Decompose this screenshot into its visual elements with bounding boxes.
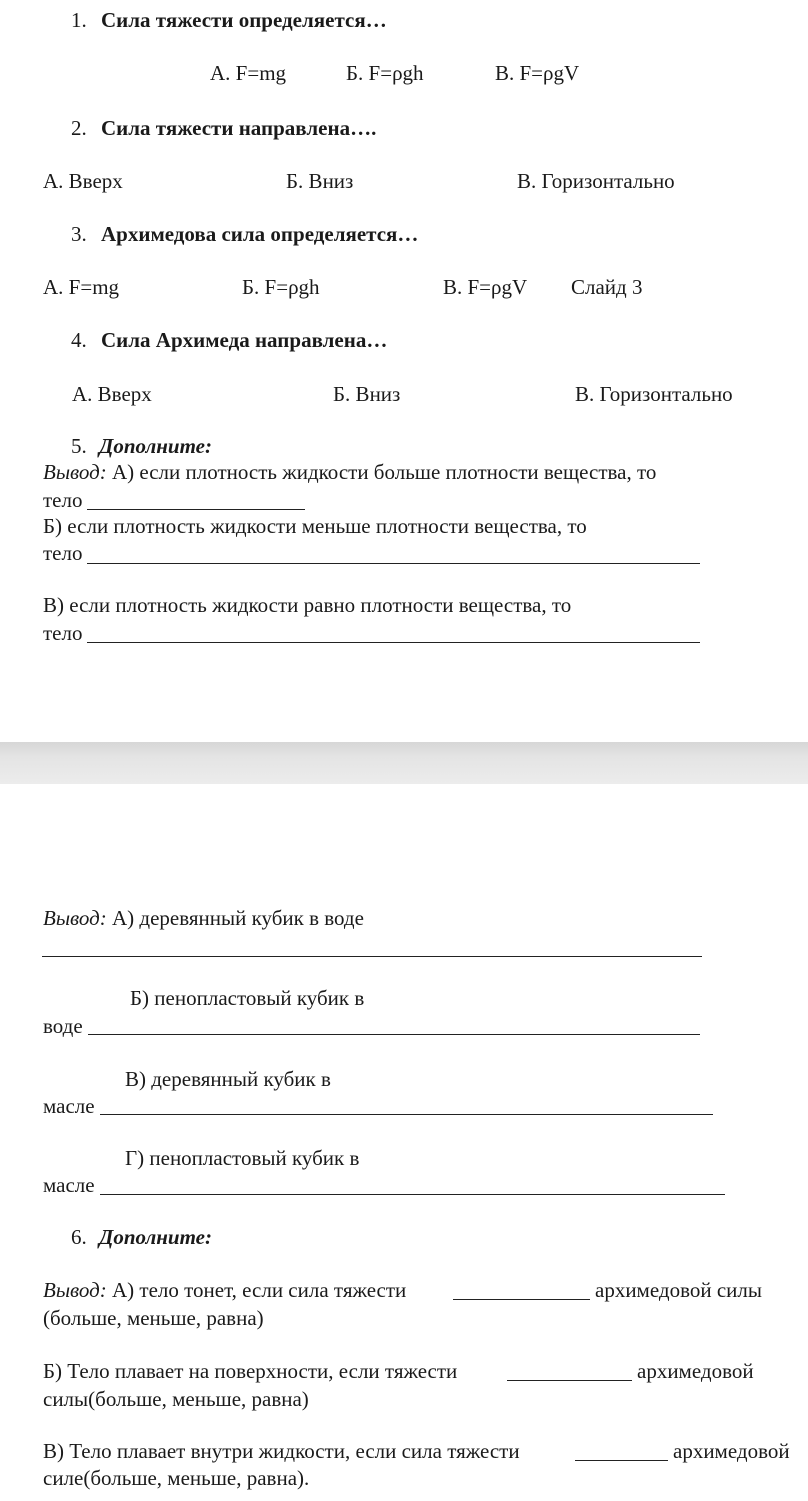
question-number: 4.: [71, 328, 87, 352]
question-text: Архимедова сила определяется…: [101, 222, 419, 246]
option-c: В. Горизонтально: [575, 382, 733, 406]
conclusion-b-text: Б) если плотность жидкости меньше плотности вещества, то: [43, 514, 587, 538]
option-b: Б. F=ρgh: [346, 61, 424, 85]
question-number: 5.: [71, 434, 87, 458]
option-c: В. F=ρgV: [495, 61, 580, 85]
question-text: Дополните:: [99, 1225, 212, 1249]
conclusion-label: Вывод:: [43, 460, 107, 484]
blank-line[interactable]: [507, 1380, 632, 1381]
question-number: 3.: [71, 222, 87, 246]
option-c: В. F=ρgV: [443, 275, 528, 299]
option-a: А. Вверх: [72, 382, 152, 406]
question-text: Дополните:: [99, 434, 212, 458]
conclusion-a-options: (больше, меньше, равна): [43, 1306, 264, 1330]
option-b: Б. Вниз: [286, 169, 354, 193]
conclusion-label: Вывод:: [43, 906, 107, 930]
conclusion-c-options: силе(больше, меньше, равна).: [43, 1466, 310, 1490]
blank-line[interactable]: [88, 1034, 700, 1035]
option-c: В. Горизонтально: [517, 169, 675, 193]
blank-line[interactable]: [453, 1299, 590, 1300]
blank-line[interactable]: [42, 956, 702, 957]
question-text: Сила тяжести направлена….: [101, 116, 377, 140]
option-b: Б. Вниз: [333, 382, 401, 406]
option-a: А. F=mg: [43, 275, 120, 299]
blank-line[interactable]: [575, 1460, 668, 1461]
question-number: 6.: [71, 1225, 87, 1249]
conclusion-a: [43, 908, 364, 929]
conclusion-c-tail: тело: [43, 621, 83, 645]
conclusion-b-text: Б) пенопластовый кубик в: [130, 986, 365, 1010]
conclusion-b-after: архимедовой: [637, 1359, 754, 1383]
conclusion-a-tail: тело: [43, 488, 83, 512]
question-text: Сила тяжести определяется…: [101, 8, 387, 32]
blank-line[interactable]: [87, 509, 305, 510]
conclusion-c-tail: масле: [43, 1094, 95, 1118]
blank-line[interactable]: [87, 563, 700, 564]
blank-line[interactable]: [87, 642, 700, 643]
question-number: 1.: [71, 8, 87, 32]
page-separator: [0, 742, 808, 784]
conclusion-c-text: В) Тело плавает внутри жидкости, если сила тяжести: [43, 1439, 520, 1463]
question-text: Сила Архимеда направлена…: [101, 328, 388, 352]
conclusion-a-after: архимедовой силы: [595, 1278, 762, 1302]
conclusion-a: [43, 1280, 406, 1301]
conclusion-c-text: В) если плотность жидкости равно плотности вещества, то: [43, 593, 572, 617]
conclusion-b-tail: воде: [43, 1014, 83, 1038]
conclusion-c-text: В) деревянный кубик в: [125, 1067, 331, 1091]
conclusion-b-tail: тело: [43, 541, 83, 565]
conclusion-label: Вывод:: [43, 1278, 107, 1302]
option-b: Б. F=ρgh: [242, 275, 320, 299]
slide-note: Слайд 3: [571, 275, 643, 299]
question-number: 2.: [71, 116, 87, 140]
conclusion-b-text: Б) Тело плавает на поверхности, если тяжести: [43, 1359, 458, 1383]
conclusion-a-text: А) тело тонет, если сила тяжести: [106, 1278, 407, 1302]
conclusion-a: [43, 462, 656, 483]
conclusion-a-text: А) деревянный кубик в воде: [106, 906, 364, 930]
blank-line[interactable]: [100, 1194, 725, 1195]
conclusion-c-after: архимедовой: [673, 1439, 790, 1463]
option-a: А. F=mg: [210, 61, 287, 85]
conclusion-a-text: А) если плотность жидкости больше плотности вещества, то: [106, 460, 657, 484]
blank-line[interactable]: [100, 1114, 713, 1115]
option-a: А. Вверх: [43, 169, 123, 193]
conclusion-d-text: Г) пенопластовый кубик в: [125, 1146, 360, 1170]
conclusion-b-options: силы(больше, меньше, равна): [43, 1387, 309, 1411]
conclusion-d-tail: масле: [43, 1173, 95, 1197]
